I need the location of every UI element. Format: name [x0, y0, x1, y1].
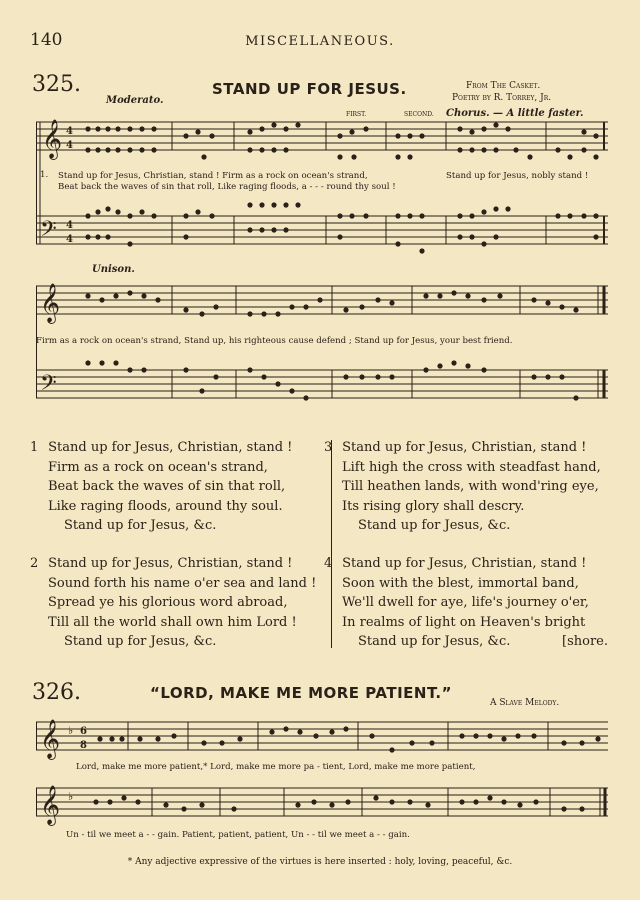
stanza-line: Soon with the blest, immortal band,: [342, 575, 579, 591]
svg-text:𝄞: 𝄞: [40, 785, 61, 825]
page-number: 140: [30, 30, 63, 50]
svg-text:4: 4: [66, 220, 73, 231]
stanza-line: Stand up for Jesus, &c.: [64, 518, 217, 533]
hymn-326-lyric-1: Lord, make me more patient,* Lord, make me more pa - tient, Lord, make me more patient,: [76, 762, 476, 772]
stanza-line: Stand up for Jesus, &c.: [358, 518, 511, 533]
hymn-325-number: 325.: [32, 72, 81, 97]
first-ending-label: FIRST.: [346, 111, 367, 118]
stanza-line: Like raging floods, around thy soul.: [48, 498, 283, 514]
hymn-326-title: “LORD, MAKE ME MORE PATIENT.”: [150, 684, 452, 702]
svg-text:4: 4: [66, 234, 73, 245]
stanza-line-overflow: [shore.: [562, 634, 608, 649]
section-title: MISCELLANEOUS.: [245, 34, 395, 49]
stanza-line: Lift high the cross with steadfast hand,: [342, 459, 601, 475]
stanza-line: Its rising glory shall descry.: [342, 498, 525, 514]
svg-text:𝄞: 𝄞: [40, 719, 61, 759]
stanza-number: 1: [30, 440, 39, 455]
svg-text:8: 8: [80, 740, 87, 751]
hymn-326-lyric-2: Un - til we meet a - - gain. Patient, patient, patient, Un - - til we meet a - - gain.: [66, 830, 410, 840]
hymn-326-number: 326.: [32, 680, 81, 705]
lyric-line-1-chorus: Stand up for Jesus, nobly stand !: [446, 171, 589, 181]
stanza-2: [30, 554, 316, 652]
stanza-1: [30, 438, 292, 536]
chorus-marking: Chorus. — A little faster.: [446, 108, 584, 119]
bass-notes: [85, 202, 598, 253]
stanza-line: Stand up for Jesus, Christian, stand !: [48, 440, 293, 455]
lyric-line-1: Stand up for Jesus, Christian, stand ! Firm as a rock on ocean's strand,: [58, 171, 368, 181]
stanza-line: Firm as a rock on ocean's strand,: [48, 459, 268, 475]
svg-text:𝄢: 𝄢: [40, 371, 57, 401]
stanza-line: Stand up for Jesus, &c.: [64, 634, 217, 649]
hymn-325-system-2: [36, 276, 610, 416]
stanza-line: Stand up for Jesus, Christian, stand !: [48, 556, 293, 571]
svg-text:♭: ♭: [68, 724, 74, 737]
svg-text:4: 4: [66, 140, 73, 151]
svg-text:𝄞: 𝄞: [40, 283, 61, 323]
stanza-line: Sound forth his name o'er sea and land !: [48, 575, 317, 591]
svg-text:4: 4: [66, 126, 73, 137]
stanza-number: 3: [324, 440, 333, 455]
treble-notes: [85, 122, 598, 159]
hymn-325-title: STAND UP FOR JESUS.: [212, 80, 407, 98]
hymn-326-system-2: [36, 778, 610, 828]
verse-marker: 1.: [40, 170, 49, 180]
svg-text:♭: ♭: [68, 790, 74, 803]
stanza-line: Beat back the waves of sin that roll,: [48, 479, 286, 494]
hymn-326-source: A Slave Melody.: [490, 698, 560, 708]
stanza-line: Spread ye his glorious word abroad,: [48, 595, 288, 610]
unison-marking: Unison.: [92, 264, 135, 275]
bass-staff: [36, 216, 608, 244]
tempo-marking: Moderato.: [106, 95, 164, 106]
hymn-325-poet: Poetry by R. Torrey, Jr.: [452, 93, 552, 103]
stanza-line: Stand up for Jesus, Christian, stand !: [342, 556, 587, 571]
footnote: * Any adjective expressive of the virtues is here inserted : holy, loving, peaceful, &c.: [127, 857, 513, 867]
treble-staff: [36, 122, 608, 150]
stanza-number: 2: [30, 556, 39, 571]
stanza-line: Till heathen lands, with wond'ring eye,: [342, 479, 599, 494]
lyric-line-3: Firm as a rock on ocean's strand, Stand up, his righteous cause defend ; Stand up for Jesus, your best friend.: [36, 336, 513, 346]
svg-text:6: 6: [80, 726, 87, 737]
hymn-326-system-1: [36, 712, 610, 762]
stanza-4: [324, 554, 608, 652]
stanza-line: Stand up for Jesus, &c.: [358, 634, 511, 649]
second-ending-label: SECOND.: [404, 111, 434, 118]
svg-text:𝄞: 𝄞: [42, 119, 63, 159]
hymn-325-source: From The Casket.: [466, 81, 541, 91]
lyric-line-2: Beat back the waves of sin that roll, Like raging floods, a - - - round thy soul !: [58, 182, 396, 192]
stanza-line: In realms of light on Heaven's bright: [342, 614, 586, 630]
stanza-number: 4: [324, 556, 333, 571]
stanza-line: We'll dwell for aye, life's journey o'er,: [342, 595, 589, 610]
stanza-3: [324, 438, 601, 536]
stanza-line: Till all the world shall own him Lord !: [48, 614, 297, 630]
stanza-line: Stand up for Jesus, Christian, stand !: [342, 440, 587, 455]
svg-text:𝄢: 𝄢: [40, 217, 57, 247]
